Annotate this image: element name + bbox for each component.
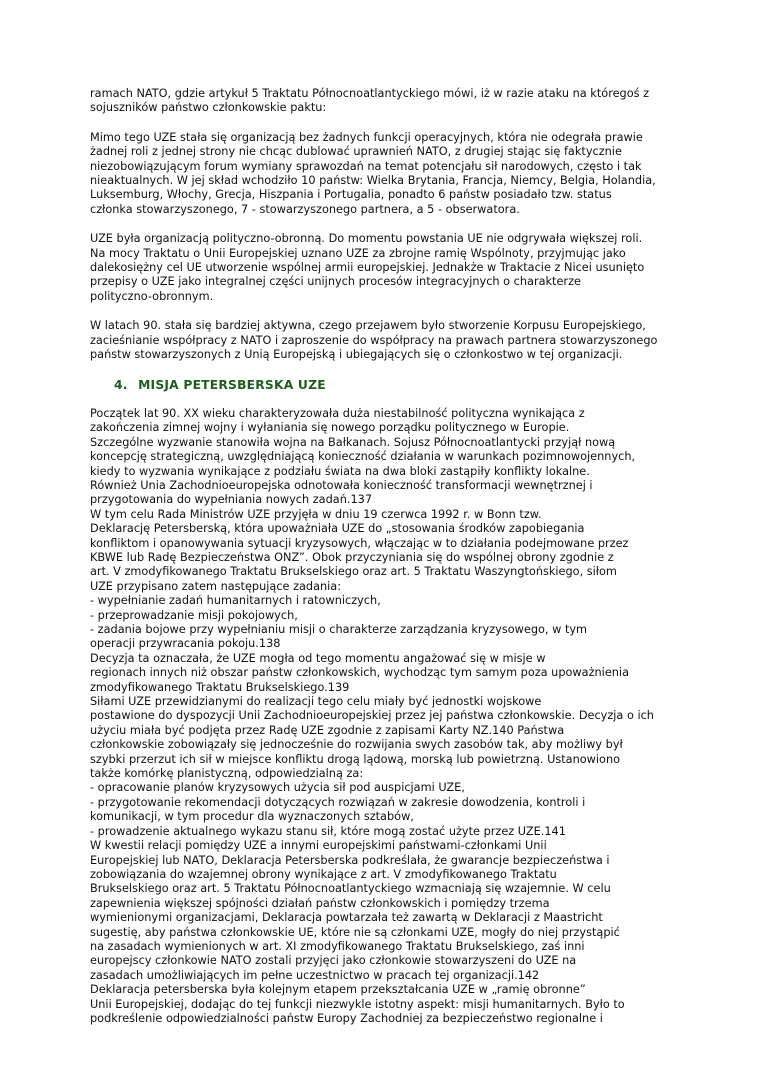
- section-heading: [114, 378, 700, 392]
- section-title: MISJA PETERSBERSKA UZE: [138, 377, 326, 392]
- paragraph-uze-political: UZE była organizacją polityczno-obronną. Do momentu powstania UE nie odgrywała większej roli. Na mocy Traktatu o Unii Europejskiej uznano UZE za zbrojne ramię Wspólnoty, przyjmując jako dalekosiężny cel UE utworzenie wspólnej armii europejskiej. Jednakże w Traktacie z Nicei usunięto przepisy o UZE jako integralnej części unijnych procesów integracyjnych o charakterze polityczno-obronnym.: [90, 232, 645, 303]
- paragraph-uze-operational: Mimo tego UZE stała się organizacją bez żadnych funkcji operacyjnych, która nie odegrała prawie żadnej roli z jednej strony nie chcąc dublować uprawnień NATO, z drugiej stając się faktycznie niezobowiązującym forum wymiany sprawozdań na temat potencjału sił narodowych, często i tak nieaktualnych. W jej skład wchodziło 10 państw: Wielka Brytania, Francja, Niemcy, Belgia, Holandia, Luksemburg, Włochy, Grecja, Hiszpania i Portugalia, ponadto 6 państw posiadało tzw. status członka stowarzyszonego, 7 - stowarzyszonego partnera, a 5 - obserwatora.: [90, 130, 656, 216]
- paragraph-nineties-activity: W latach 90. stała się bardziej aktywna, czego przejawem było stworzenie Korpusu Europejskiego, zacieśnianie współpracy z NATO i zaproszenie do współpracy na prawach partnera stowarzyszonego państw stowarzyszonych z Unią Europejską i ubiegających się o członkostwo w tej organizacji.: [90, 319, 658, 362]
- section-number: 4.: [114, 377, 128, 392]
- section-body-text: Początek lat 90. XX wieku charakteryzowała duża niestabilność polityczna wynikająca z zakończenia zimnej wojny i wyłaniania się nowego porządku politycznego w Europie. Szczególne wyzwanie stanowiła wojna na Bałkanach. Sojusz Północnoatlantycki przyjął nową koncepcję strategiczną, uwzględniającą konieczność działania w warunkach pozimnowojennych, kiedy to wyzwania wynikające z podziału świata na dwa bloki zastąpiły konflikty lokalne. Również Unia Zachodnioeuropejska odnotowała konieczność transformacji wewnętrznej i przygotowania do wypełniania nowych zadań.137 W tym celu Rada Ministrów UZE przyjęła w dniu 19 czerwca 1992 r. w Bonn tzw. Deklarację Petersberską, która upoważniała UZE do „stosowania środków zapobiegania konfliktom i opanowywania sytuacji kryzysowych, włączając w to działania podejmowane przez KBWE lub Radę Bezpieczeństwa ONZ”. Obok przyczyniania się do wspólnej obrony zgodnie z art. V zmodyfikowanego Traktatu Brukselskiego oraz art. 5 Traktatu Waszyngtońskiego, siłom UZE przypisano zatem następujące zadania: - wypełnianie zadań humanitarnych i ratowniczych, - przeprowadzanie misji pokojowych, - zadania bojowe przy wypełnianiu misji o charakterze zarządzania kryzysowego, w tym operacji przywracania pokoju.138 Decyzja ta oznaczała, że UZE mogła od tego momentu angażować się w misje w regionach innych niż obszar państw członkowskich, wychodząc tym samym poza upoważnienia zmodyfikowanego Traktatu Brukselskiego.139 Siłami UZE przewidzianymi do realizacji tego celu miały być jednostki wojskowe postawione do dyspozycji Unii Zachodnioeuropejskiej przez jej państwa członkowskie. Decyzja o ich użyciu miała być podjęta przez Radę UZE zgodnie z zapisami Karty NZ.140 Państwa członkowskie zobowiązały się jednocześnie do rozwijania swych zasobów tak, aby możliwy był szybki przerzut ich sił w miejsce konfliktu drogą lądową, morską lub powietrzną. Ustanowiono także komórkę planistyczną, odpowiedzialną za: - opracowanie planów kryzysowych użycia sił pod auspicjami UZE, - przygotowanie rekomendacji dotyczących rozwiązań w zakresie dowodzenia, kontroli i komunikacji, w tym procedur dla wyznaczonych sztabów, - prowadzenie aktualnego wykazu stanu sił, które mogą zostać użyte przez UZE.141 W kwestii relacji pomiędzy UZE a innymi europejskimi państwami-członkami Unii Europejskiej lub NATO, Deklaracja Petersberska podkreślała, że gwarancje bezpieczeństwa i zobowiązania do wzajemnej obrony wynikające z art. V zmodyfikowanego Traktatu Brukselskiego oraz art. 5 Traktatu Północnoatlantyckiego wzmacniają się wzajemnie. W celu zapewnienia większej spójności działań państw członkowskich i pomiędzy trzema wymienionymi organizacjami, Deklaracja powtarzała też zawartą w Deklaracji z Maastricht sugestię, aby państwa członkowskie UE, które nie są członkami UZE, mogły do niej przystąpić na zasadach wymienionych w art. XI zmodyfikowanego Traktatu Brukselskiego, zaś inni europejscy członkowie NATO zostali przyjęci jako członkowie stowarzyszeni do UZE na zasadach umożliwiających im pełne uczestnictwo w pracach tej organizacji.142 Deklaracja petersberska była kolejnym etapem przekształcania UZE w „ramię obronne” Unii Europejskiej, dodając do tej funkcji niezwykle istotny aspekt: misji humanitarnych. Było to podkreślenie odpowiedzialności państw Europy Zachodniej za bezpieczeństwo regionalne i: [90, 406, 654, 1025]
- paragraph-nato-article: ramach NATO, gdzie artykuł 5 Traktatu Północnoatlantyckiego mówi, iż w razie ataku na któregoś z sojuszników państwo członkowskie paktu:: [90, 87, 650, 115]
